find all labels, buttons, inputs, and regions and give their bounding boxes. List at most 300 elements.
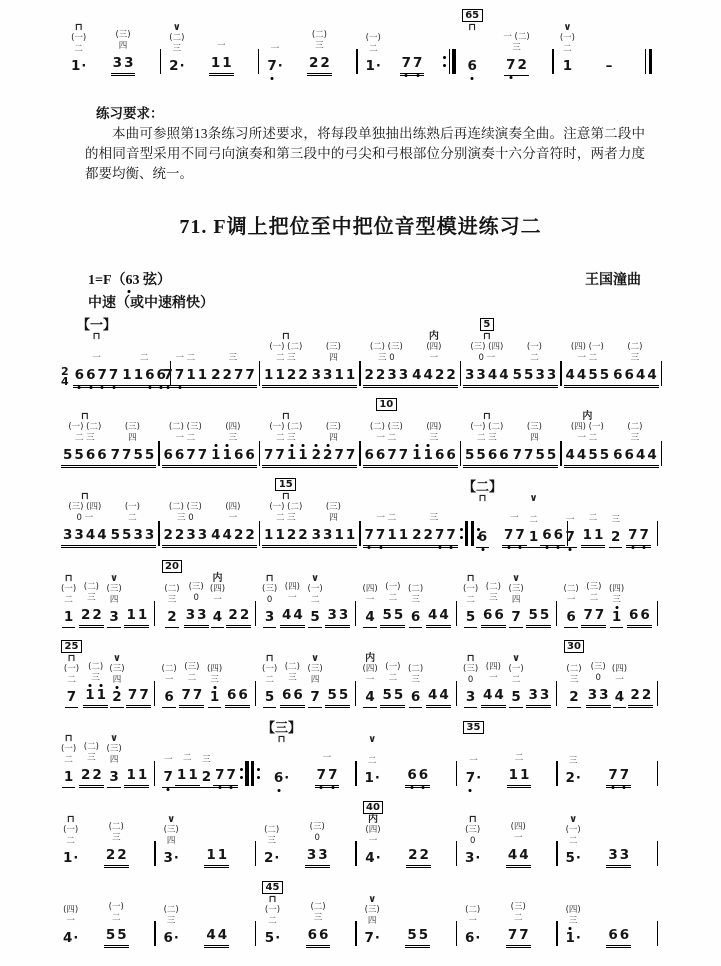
requirements-label: 练习要求： (96, 106, 164, 121)
finger-mark: 二 (368, 43, 378, 54)
note: 1 (387, 527, 397, 543)
augmentation-dot: · (374, 771, 380, 786)
note: 4 (423, 367, 433, 383)
annotation-stack (269, 412, 302, 444)
bowing-mark (569, 574, 572, 585)
beat (124, 606, 149, 628)
note-group (581, 526, 606, 548)
bowing-mark (414, 654, 417, 665)
beat (162, 815, 181, 869)
note-group (506, 846, 531, 868)
annotation-stack (368, 735, 377, 767)
augmentation-dot: · (375, 851, 381, 866)
measure (361, 23, 459, 77)
finger-mark: 二 (511, 674, 521, 685)
time-signature (61, 367, 69, 388)
bowing-mark (291, 652, 294, 663)
bowing-mark: ∨ (311, 572, 320, 584)
annotation-stack (310, 812, 325, 844)
bowing-mark (572, 654, 575, 665)
note: 1 (206, 847, 216, 863)
repeat-dots (240, 768, 243, 779)
finger-mark: 三 (612, 594, 621, 605)
beat (363, 492, 411, 549)
note: 2 (569, 689, 579, 705)
bowing-mark (533, 332, 536, 343)
measure (159, 652, 260, 709)
note: 7 (164, 368, 173, 383)
bowing-mark: ⊓ (466, 572, 475, 584)
measure (460, 572, 561, 629)
beat (262, 879, 283, 949)
note: 4 (635, 367, 646, 383)
barline-stroke (456, 761, 457, 786)
augmentation-dot: · (374, 931, 380, 946)
note: 2 (201, 769, 212, 785)
beat (426, 606, 451, 628)
note-group (262, 366, 310, 388)
note: 4 (365, 689, 375, 705)
position-mark: (二) (三) (168, 502, 202, 512)
position-mark: (三) (184, 662, 200, 672)
annotation-stack (569, 735, 578, 767)
beat (124, 766, 149, 788)
position-mark: (二) (627, 342, 643, 352)
beat (109, 492, 157, 549)
note-group (61, 526, 109, 548)
measure-number-badge: 45 (262, 881, 283, 894)
measure-number-row (480, 316, 494, 331)
octave-dot-below (178, 386, 181, 389)
beat (380, 572, 405, 629)
octave-dot-below (167, 386, 170, 389)
note-group (162, 446, 210, 468)
note: 1 (186, 367, 196, 383)
note-group (306, 926, 331, 948)
finger-mark: 一 (228, 512, 238, 523)
barline-stroke (154, 681, 155, 706)
note: 5 (511, 689, 521, 705)
bowing-mark (368, 574, 371, 585)
barline (657, 918, 658, 948)
note: 3 (74, 527, 84, 543)
note: 4 (222, 527, 232, 543)
note: 3 (608, 847, 618, 863)
note-group (564, 366, 612, 388)
beat (606, 926, 631, 948)
note: 3 (327, 607, 337, 623)
finger-mark: 二 (529, 514, 538, 525)
beat (162, 332, 210, 389)
bowing-mark: ⊓ (281, 490, 290, 502)
note: 2 (320, 55, 330, 71)
beat (627, 606, 652, 628)
finger-mark: 0 (469, 835, 476, 846)
annotation-stack (77, 317, 116, 364)
bowing-mark (614, 494, 617, 505)
finger-mark: 一 (163, 754, 173, 765)
barline-stroke (449, 49, 450, 74)
annotation-stack (175, 332, 195, 364)
note: 2 (565, 770, 575, 786)
finger-mark: 一 (66, 915, 75, 926)
barline-stroke (154, 921, 155, 946)
note: 7 (466, 771, 475, 786)
barline (355, 678, 356, 708)
note-group (126, 686, 151, 708)
note: 6 (281, 687, 292, 703)
note: 1 (137, 767, 148, 783)
note: 2 (245, 527, 255, 543)
measure (360, 572, 461, 629)
note-group (363, 526, 411, 548)
barline (661, 358, 662, 388)
beat (481, 572, 506, 629)
barline-stroke (251, 761, 254, 786)
finger-mark: 二 (589, 592, 599, 603)
beat (204, 846, 229, 868)
beat (262, 332, 310, 389)
finger-mark (481, 515, 484, 526)
bowing-mark (414, 574, 417, 585)
position-mark: (一) (385, 582, 401, 592)
annotation-stack (370, 396, 403, 444)
barline (355, 838, 356, 868)
note: 1 (176, 767, 187, 783)
note: 3 (311, 527, 322, 543)
barline-stroke (355, 761, 356, 786)
note: 1 (133, 367, 144, 383)
bowing-mark (213, 654, 216, 665)
position-mark: (三) (586, 582, 602, 592)
bowing-mark (131, 492, 134, 503)
beat (463, 719, 484, 789)
beat (363, 654, 378, 709)
note-group (586, 686, 611, 708)
bowing-mark: ⊓ (67, 652, 76, 664)
barline (240, 758, 260, 788)
note: 2 (228, 607, 238, 623)
position-mark: (三) (163, 825, 179, 835)
note: 1 (223, 448, 232, 463)
position-mark (280, 745, 283, 756)
octave-dot-below (148, 386, 151, 389)
annotation-stack (463, 574, 478, 606)
beat (61, 734, 76, 789)
beat (73, 317, 121, 389)
note: 1 (264, 527, 274, 543)
annotation-stack (564, 574, 579, 606)
position-mark: (四) (一) (570, 422, 604, 432)
note-group (209, 446, 257, 468)
annotation-stack (164, 815, 179, 847)
finger-mark: 二 (187, 672, 197, 683)
note: 5 (393, 687, 404, 703)
note-group (79, 766, 104, 788)
bowing-mark: ⊓ (468, 21, 477, 33)
finger-mark: 0 (314, 832, 320, 843)
bowing-mark (270, 815, 273, 826)
note: 3 (124, 55, 134, 71)
position-mark: (一) (二) (269, 502, 303, 512)
beat (310, 492, 358, 549)
octave-dot (128, 290, 131, 293)
repeat-dot (443, 56, 446, 59)
note: 1 (412, 448, 421, 463)
note: 6 (233, 447, 244, 463)
position-mark: (三) (463, 664, 479, 674)
note: 6 (619, 927, 630, 943)
position-mark: (三) (106, 584, 122, 594)
position-mark: (三) (526, 422, 542, 432)
note: 1 (63, 769, 74, 785)
note: 6 (434, 447, 445, 463)
annotation-stack (262, 654, 277, 686)
note: 6 (364, 447, 374, 463)
finger-mark: 二 (139, 352, 149, 363)
note-group (564, 769, 583, 788)
position-mark: (一) (108, 902, 124, 912)
note: 4 (281, 607, 292, 623)
note: 7 (181, 687, 191, 703)
measure (259, 879, 360, 949)
annotation-stack (183, 732, 192, 764)
octave-dot-below (411, 786, 414, 789)
annotation-stack (627, 332, 642, 364)
beat (61, 895, 80, 949)
bowing-mark: ⊓ (468, 813, 477, 825)
note: 3 (197, 607, 207, 623)
note: 2 (517, 57, 527, 73)
note: 5 (327, 687, 337, 703)
octave-dot-below (230, 786, 233, 789)
note-group (162, 366, 210, 388)
octave-dot-below (519, 546, 522, 549)
note-group (463, 929, 482, 948)
note-group (564, 929, 583, 948)
barline-stroke (154, 601, 155, 626)
beat (162, 492, 210, 549)
note: 5 (117, 927, 127, 943)
note: 2 (163, 527, 173, 543)
note-group (325, 686, 350, 708)
beat (463, 574, 478, 629)
bowing-mark (492, 652, 495, 663)
score-body (0, 318, 721, 958)
note: 2 (630, 687, 640, 703)
annotation-stack (370, 332, 403, 364)
octave-dot-above (301, 444, 304, 447)
measure (159, 558, 260, 629)
augmentation-dot: · (575, 931, 581, 946)
beat (167, 23, 186, 77)
note: 6 (613, 447, 623, 463)
beat (612, 654, 627, 709)
measure-number-row (61, 638, 82, 653)
key-suffix: 3 弦） (132, 273, 172, 288)
finger-mark: 三 (87, 752, 96, 763)
note: 3 (587, 687, 598, 703)
barline (154, 758, 155, 788)
note: 4 (565, 447, 575, 463)
bowing-mark: ∨ (172, 21, 181, 33)
bowing-mark (273, 23, 276, 34)
octave-dot-below (379, 546, 382, 549)
note-group (481, 606, 506, 628)
bowing-mark (170, 574, 173, 585)
barline (645, 46, 652, 76)
position-mark: (一) (365, 33, 381, 43)
annotation-stack (262, 574, 277, 606)
note: 5 (264, 689, 275, 705)
finger-mark: 一 (468, 915, 477, 926)
note: 1 (210, 55, 221, 71)
note: 3 (546, 367, 557, 383)
note: 6 (163, 930, 173, 946)
bowing-mark (190, 652, 193, 663)
beat (408, 654, 423, 709)
note: 4 (576, 447, 587, 463)
annotation-stack (529, 494, 538, 526)
annotation-stack (511, 892, 526, 924)
beat (526, 606, 551, 628)
note: 7 (435, 528, 444, 543)
note: 3 (465, 850, 475, 866)
beat (509, 654, 524, 709)
bowing-mark (515, 22, 518, 33)
note: 4 (365, 850, 375, 866)
note-group (162, 526, 210, 548)
augmentation-dot: · (173, 851, 179, 866)
annotation-stack (408, 574, 423, 606)
note: 7 (264, 447, 274, 463)
note: 6 (226, 687, 237, 703)
bowing-mark (231, 412, 234, 423)
position-mark (232, 342, 235, 353)
note-group (564, 528, 577, 548)
piece-title: 71. F调上把位至中把位音型模进练习二 (179, 216, 542, 238)
beat (463, 895, 482, 949)
bowing-mark: ∨ (569, 813, 578, 825)
note: 5 (599, 447, 610, 463)
note: 2 (641, 687, 652, 703)
annotation-stack (365, 895, 380, 927)
note: 6 (407, 768, 416, 783)
note: 6 (554, 528, 563, 543)
finger-mark: 二 三 (275, 512, 296, 523)
position-mark: (二) (408, 664, 424, 674)
octave-dot-above (213, 686, 216, 689)
note-group (265, 57, 284, 76)
measure (360, 332, 461, 389)
annotation-stack (527, 332, 542, 364)
note: 3 (387, 367, 397, 383)
position-mark (143, 342, 146, 353)
finger-mark: 二 (128, 512, 137, 523)
bowing-mark (90, 572, 93, 583)
note-group (561, 57, 574, 76)
finger-mark: 0 (467, 674, 474, 685)
barline (154, 598, 155, 628)
note-group (426, 686, 451, 708)
note-group (184, 606, 209, 628)
barline (556, 918, 557, 948)
bowing-mark (315, 812, 318, 823)
beat (325, 686, 350, 708)
measure (58, 412, 159, 469)
note: 6 (75, 368, 84, 383)
note: 2 (423, 527, 433, 543)
finger-mark: 二 (530, 352, 539, 363)
position-mark: (三) (307, 664, 323, 674)
barline-stroke (255, 841, 256, 866)
note: 5 (338, 687, 349, 703)
barline (556, 678, 557, 708)
note-group (200, 768, 213, 788)
measure (561, 638, 662, 709)
note: 7 (504, 528, 513, 543)
bowing-mark (169, 895, 172, 906)
beat (200, 734, 213, 789)
finger-mark: 三 (411, 674, 420, 685)
finger-mark: 二 三 (275, 352, 296, 363)
barline (657, 678, 658, 708)
annotation-stack (184, 652, 199, 684)
finger-mark: 三 (569, 674, 579, 685)
note: 4 (439, 687, 449, 703)
finger-mark: 一 (615, 674, 624, 685)
note: 5 (588, 367, 598, 383)
position-mark: (四) (426, 342, 442, 352)
position-mark (371, 745, 374, 756)
note-group (463, 446, 511, 468)
barline-stroke (556, 761, 557, 786)
annotation-stack (169, 492, 202, 524)
beat (405, 926, 430, 948)
note-group (204, 846, 229, 868)
note: 1 (582, 527, 592, 543)
measure-number-badge: 65 (462, 9, 483, 22)
note: 5 (264, 930, 275, 946)
note: 4 (293, 607, 303, 623)
finger-mark: 一 二 (175, 432, 196, 443)
barline-stroke (456, 841, 457, 866)
position-mark: (三) (325, 422, 341, 432)
bowing-mark: ∨ (368, 893, 377, 905)
position-mark (513, 502, 516, 513)
measure-number-row (376, 396, 397, 411)
note: 2 (412, 527, 422, 543)
position-mark: (一) (124, 502, 140, 512)
note: 2 (169, 58, 179, 74)
note-group (111, 54, 136, 76)
bowing-mark (533, 412, 536, 423)
note: 2 (312, 448, 321, 463)
note: 5 (133, 447, 143, 463)
bowing-mark (633, 412, 636, 423)
note-group (104, 846, 129, 868)
position-mark: (一) (71, 33, 87, 43)
bowing-mark: 内 (582, 410, 593, 422)
octave-dot-below (331, 786, 334, 789)
note: 7 (640, 528, 649, 543)
octave-dot-below (277, 789, 280, 792)
note: 4 (494, 687, 504, 703)
bowing-mark: ⊓ (466, 652, 475, 664)
measure (159, 332, 260, 389)
note-group (363, 446, 411, 468)
annotation-stack (61, 574, 76, 606)
